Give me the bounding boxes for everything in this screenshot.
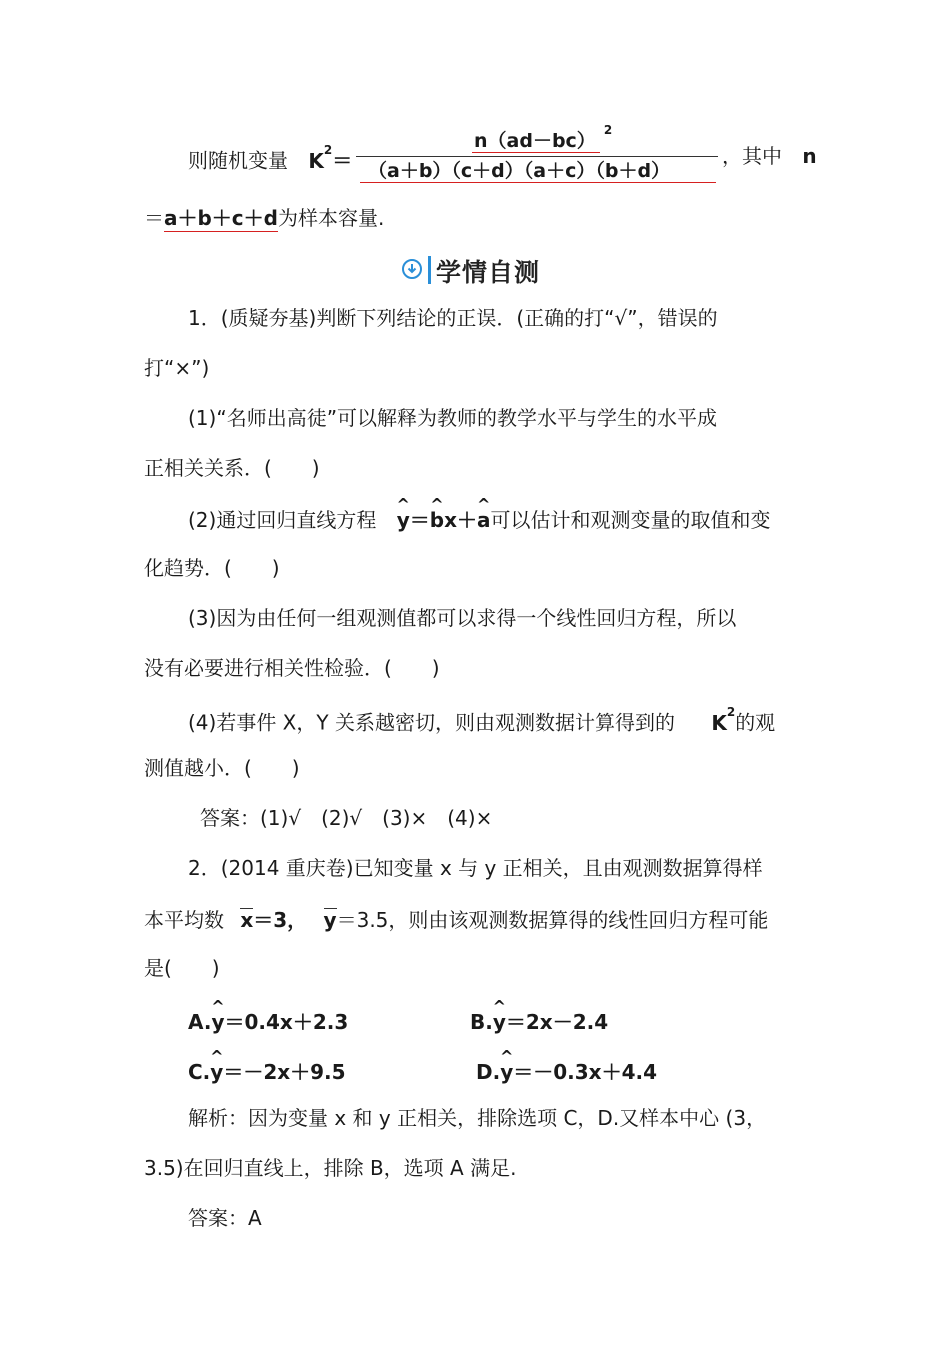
q1-item4-a: (4)若事件 X，Y 关系越密切，则由观测数据计算得到的 $K^2$的观 — [188, 705, 776, 735]
y-bar: y — [323, 908, 337, 932]
q2-analysis-b: 3.5)在回归直线上，排除 B，选项 A 满足. — [144, 1156, 517, 1180]
option-a: A.^ y＝0.4x＋2.3 — [188, 1008, 348, 1036]
q1-answer: 答案：(1)√ (2)√ (3)× (4)× — [200, 806, 493, 830]
q1-item2-a: (2)通过回归直线方程 ^ y＝^ bx＋^ a可以估计和观测变量的取值和变 — [188, 506, 770, 534]
q2-intro-c: 是( ) — [144, 956, 220, 980]
q2-intro-a: 2．(2014 重庆卷)已知变量 x 与 y 正相关，且由观测数据算得样 — [188, 856, 763, 880]
download-circle-icon — [402, 259, 422, 279]
q1-intro-a: 1．(质疑夯基)判断下列结论的正误．(正确的打“√”，错误的 — [188, 306, 718, 330]
k-symbol: K — [308, 148, 324, 173]
b-hat: ^ b — [430, 506, 444, 534]
option-d: D.^ y＝－0.3x＋4.4 — [476, 1058, 657, 1086]
line2-eq: ＝ — [144, 206, 164, 230]
option-b: B.^ y＝2x－2.4 — [470, 1008, 608, 1036]
line2-expr: a＋b＋c＋d — [164, 206, 278, 230]
formula-after: ，其中 n — [722, 144, 817, 168]
section-divider — [428, 256, 431, 284]
y-hat: ^ y — [397, 506, 410, 534]
formula-intro: 则随机变量 — [188, 148, 288, 173]
n-symbol: n — [802, 144, 817, 168]
q1-item3-a: (3)因为由任何一组观测值都可以求得一个线性回归方程，所以 — [188, 606, 737, 630]
q1-item1-a: (1)“名师出高徒”可以解释为教师的教学水平与学生的水平成 — [188, 406, 718, 430]
q2-analysis-a: 解析：因为变量 x 和 y 正相关，排除选项 C，D.又样本中心 (3， — [188, 1106, 767, 1130]
formula-intro-line — [188, 142, 352, 175]
formula-line2 — [144, 204, 384, 232]
formula-denominator: （a＋b）（c＋d）（a＋c）（b＋d） — [368, 160, 671, 182]
a-hat: ^ a — [477, 506, 491, 534]
denominator-underline — [360, 182, 716, 183]
q2-answer: 答案：A — [188, 1206, 262, 1230]
q2-intro-b: 本平均数 x＝3， y＝3.5，则由该观测数据算得的线性回归方程可能 — [144, 908, 769, 932]
q1-item1-b: 正相关关系．( ) — [144, 456, 320, 480]
formula-eq: ＝ — [332, 148, 353, 173]
k-sup: 2 — [323, 143, 333, 157]
q1-item4-b: 测值越小．( ) — [144, 756, 300, 780]
option-c: C.^ y＝－2x＋9.5 — [188, 1058, 346, 1086]
x-bar: x — [240, 908, 254, 932]
q1-intro-b: 打“×”) — [144, 356, 210, 380]
q1-item2-b: 化趋势．( ) — [144, 556, 280, 580]
formula-numerator: $n(ad-bc)^2$ — [474, 122, 613, 152]
q1-item3-b: 没有必要进行相关性检验．( ) — [144, 656, 440, 680]
section-title: 学情自测 — [436, 258, 541, 287]
line2-tail: 为样本容量. — [277, 206, 385, 230]
numerator-underline — [472, 152, 600, 153]
